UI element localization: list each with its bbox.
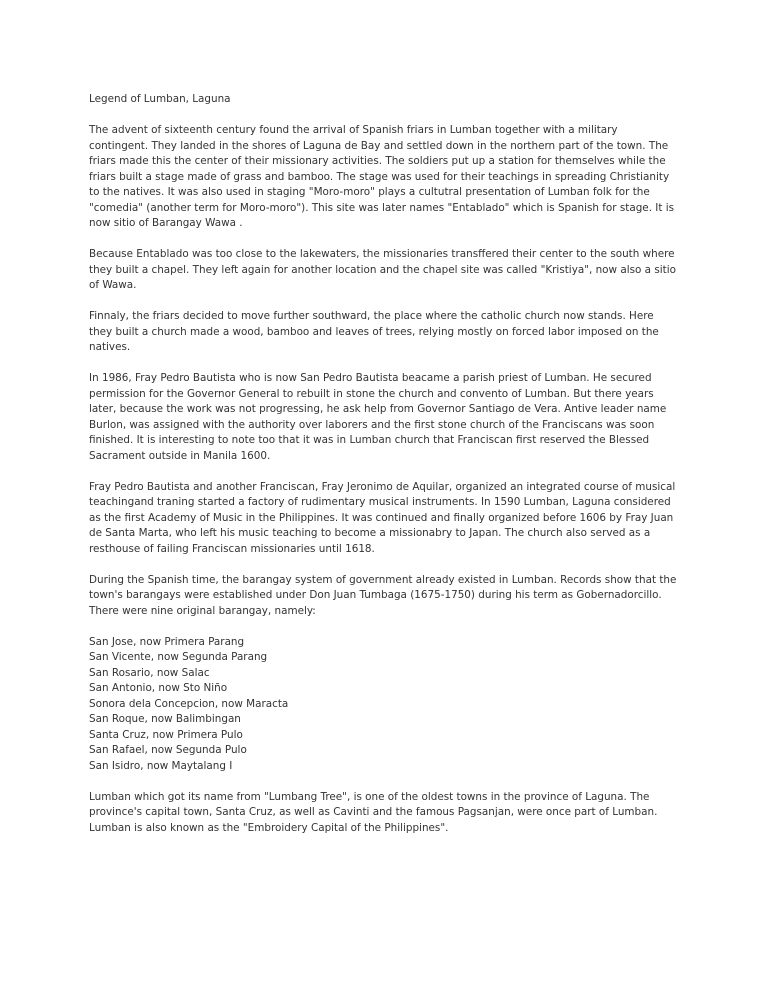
paragraph-pedro-bautista: In 1986, Fray Pedro Bautista who is now San Pedro Bautista beacame a parish priest of Lumban. He secured permission for the Governor General to rebuilt in stone the church and convento of Lumban. But there years later, because the work was not progressing, he ask help from Governor Santiago de Vera. Antive leader name Burlon, was assigned with the authority over laborers and the first stone church of the Franciscans was soon finished. It is interesting to note too that it was in Lumban church that Franciscan first reserved the Blessed Sacrament outside in Manila 1600. — [89, 372, 667, 462]
list-item: San Vicente, now Segunda Parang — [89, 651, 268, 663]
document-page — [89, 92, 679, 852]
paragraph-spanish-arrival: The advent of sixteenth century found the arrival of Spanish friars in Lumban together with a military contingent. They landed in the shores of Laguna de Bay and settled down in the northern part of the town. The friars made this the center of their missionary activities. The soldiers put up a station for themselves while the friars built a stage made of grass and bamboo. The stage was used for their teachings in spreading Christianity to the natives. It was also used in staging "Moro-moro" plays a cultutral presentation of Lumban folk for the "comedia" (another term for Moro-moro"). This site was later names "Entablado" which is Spanish for stage. It is now sitio of Barangay Wawa . — [89, 124, 675, 229]
paragraph-lumban-name: Lumban which got its name from "Lumbang Tree", is one of the oldest towns in the province of Laguna. The province's capital town, Santa Cruz, as well as Cavinti and the famous Pagsanjan, were once part of Lumban. Lumban is also known as the "Embroidery Capital of the Philippines". — [89, 790, 658, 834]
document-title: Legend of Lumban, Laguna — [89, 93, 231, 105]
paragraph-barangay-system: During the Spanish time, the barangay system of government already existed in Lumban. Records show that the town's barangays were established under Don Juan Tumbaga (1675-1750) during his term as Gobernadorcillo. There were nine original barangay, namely: — [89, 573, 677, 617]
list-item: Santa Cruz, now Primera Pulo — [89, 728, 243, 741]
list-item: San Antonio, now Sto Niño — [89, 682, 228, 694]
list-item: San Isidro, now Maytalang I — [89, 759, 233, 772]
paragraph-music-academy: Fray Pedro Bautista and another Franciscan, Fray Jeronimo de Aquilar, organized an integrated course of musical teachingand traning started a factory of rudimentary musical instruments. In 1590 Lumban, Laguna considered as the first Academy of Music in the Philippines. It was continued and finally organized before 1606 by Fray Juan de Santa Marta, who left his music teaching to become a missionabry to Japan. The church also served as a resthouse of failing Franciscan missionaries until 1618. — [89, 480, 676, 555]
list-item: San Rafael, now Segunda Pulo — [89, 744, 247, 756]
paragraph-church-site: Finnaly, the friars decided to move further southward, the place where the catholic church now stands. Here they built a church made a wood, bamboo and leaves of trees, relying mostly on forced labor imposed on the natives. — [89, 310, 659, 353]
barangay-list — [89, 635, 679, 775]
list-item: San Rosario, now Salac — [89, 666, 210, 679]
list-item: San Roque, now Balimbingan — [89, 713, 241, 725]
list-item: Sonora dela Concepcion, now Maracta — [89, 697, 289, 710]
list-item: San Jose, now Primera Parang — [89, 635, 245, 648]
paragraph-entablado-move: Because Entablado was too close to the lakewaters, the missionaries transffered their center to the south where they built a chapel. They left again for another location and the chapel site was called "Kristiya", now also a sitio of Wawa. — [89, 248, 676, 291]
